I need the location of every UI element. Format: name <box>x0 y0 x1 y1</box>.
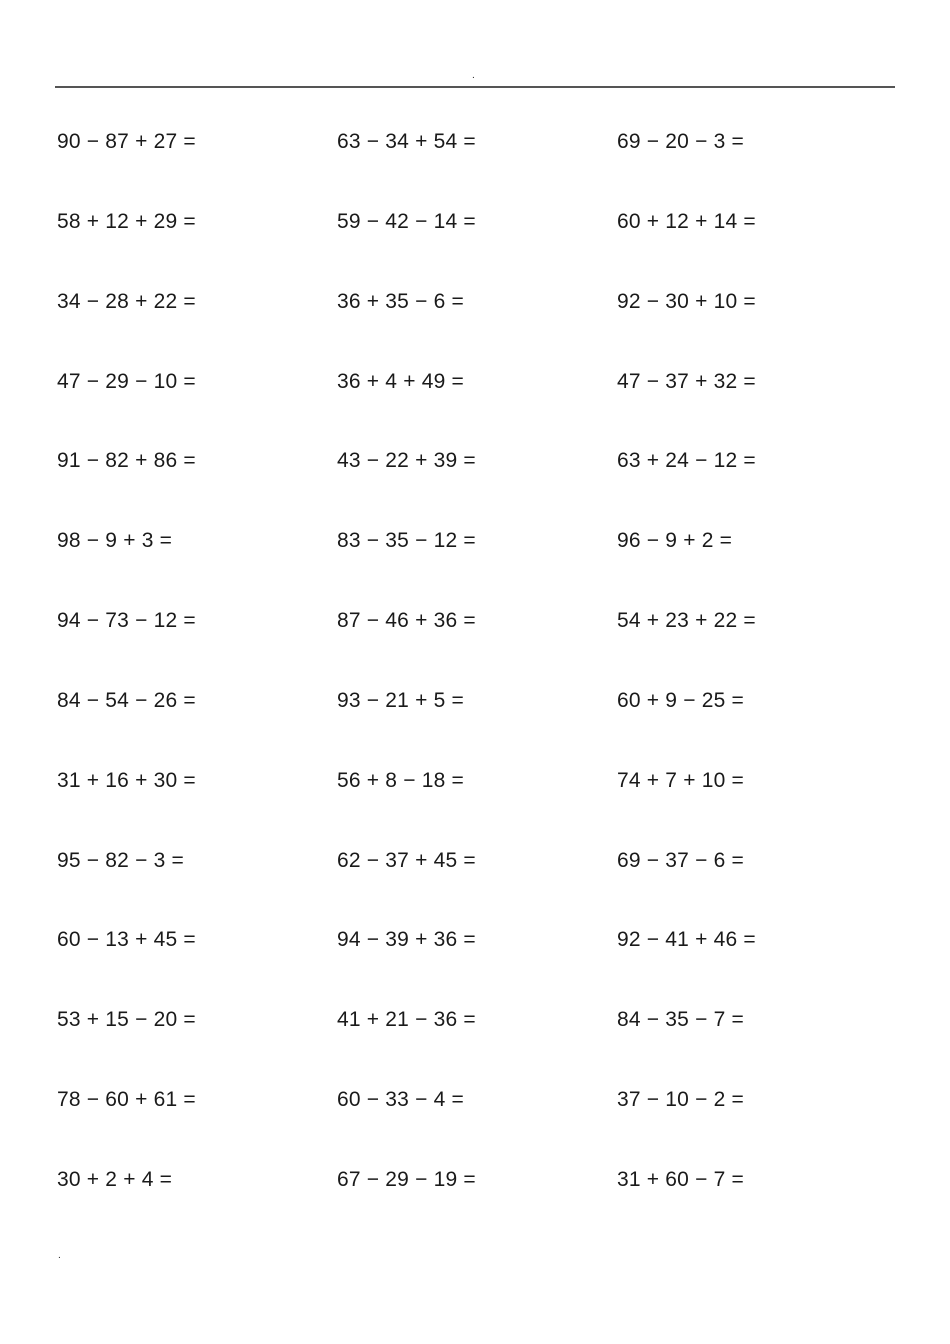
problem-row <box>57 521 897 601</box>
math-problem: 94 − 73 − 12 = <box>57 609 196 633</box>
math-problem: 67 − 29 − 19 = <box>337 1167 476 1191</box>
math-problem: 37 − 10 − 2 = <box>617 1088 744 1112</box>
math-problem: 69 − 37 − 6 = <box>617 848 744 872</box>
math-problem: 30 + 2 + 4 = <box>57 1167 173 1191</box>
math-problem: 54 + 23 + 22 = <box>617 609 756 633</box>
problem-row <box>57 761 897 841</box>
problem-row <box>57 362 897 442</box>
header-rule <box>55 86 895 88</box>
problem-row <box>57 920 897 1000</box>
problem-row <box>57 1000 897 1080</box>
problem-row <box>57 1160 897 1240</box>
math-problem: 62 − 37 + 45 = <box>337 848 476 872</box>
math-problem: 90 − 87 + 27 = <box>57 130 196 153</box>
math-problem: 60 − 33 − 4 = <box>337 1088 464 1112</box>
problem-row <box>57 441 897 521</box>
math-problem: 36 + 35 − 6 = <box>337 289 464 313</box>
problem-row <box>57 282 897 362</box>
problem-row <box>57 1080 897 1160</box>
math-problem: 69 − 20 − 3 = <box>617 130 744 153</box>
math-problem: 31 + 60 − 7 = <box>617 1167 744 1191</box>
problem-row <box>57 841 897 921</box>
math-problem: 63 + 24 − 12 = <box>617 449 756 473</box>
math-problem: 58 + 12 + 29 = <box>57 209 196 233</box>
math-problem: 84 − 35 − 7 = <box>617 1008 744 1032</box>
math-problem: 95 − 82 − 3 = <box>57 848 184 872</box>
math-problem: 59 − 42 − 14 = <box>337 209 476 233</box>
problem-row <box>57 681 897 761</box>
math-problem: 74 + 7 + 10 = <box>617 768 744 792</box>
math-problem: 53 + 15 − 20 = <box>57 1008 196 1032</box>
math-problem: 41 + 21 − 36 = <box>337 1008 476 1032</box>
math-problem: 63 − 34 + 54 = <box>337 130 476 153</box>
math-problem: 94 − 39 + 36 = <box>337 928 476 952</box>
math-problem: 31 + 16 + 30 = <box>57 768 196 792</box>
math-problem: 93 − 21 + 5 = <box>337 688 464 712</box>
math-problem: 34 − 28 + 22 = <box>57 289 196 313</box>
math-problem: 83 − 35 − 12 = <box>337 529 476 553</box>
math-problem: 98 − 9 + 3 = <box>57 529 173 553</box>
math-problem: 60 + 12 + 14 = <box>617 209 756 233</box>
math-problem: 47 − 29 − 10 = <box>57 369 196 393</box>
problem-row <box>57 601 897 681</box>
math-problem: 92 − 41 + 46 = <box>617 928 756 952</box>
header-dot: . <box>472 70 475 81</box>
footer-dot: . <box>58 1250 61 1261</box>
math-problem: 60 − 13 + 45 = <box>57 928 196 952</box>
math-problem: 56 + 8 − 18 = <box>337 768 464 792</box>
math-problem: 87 − 46 + 36 = <box>337 609 476 633</box>
math-problem: 91 − 82 + 86 = <box>57 449 196 473</box>
problem-grid <box>57 122 897 1240</box>
math-problem: 47 − 37 + 32 = <box>617 369 756 393</box>
math-problem: 92 − 30 + 10 = <box>617 289 756 313</box>
problem-row <box>57 202 897 282</box>
math-problem: 84 − 54 − 26 = <box>57 688 196 712</box>
math-problem: 43 − 22 + 39 = <box>337 449 476 473</box>
math-problem: 60 + 9 − 25 = <box>617 688 744 712</box>
problem-row <box>57 122 897 202</box>
math-problem: 96 − 9 + 2 = <box>617 529 733 553</box>
math-problem: 36 + 4 + 49 = <box>337 369 464 393</box>
math-problem: 78 − 60 + 61 = <box>57 1088 196 1112</box>
